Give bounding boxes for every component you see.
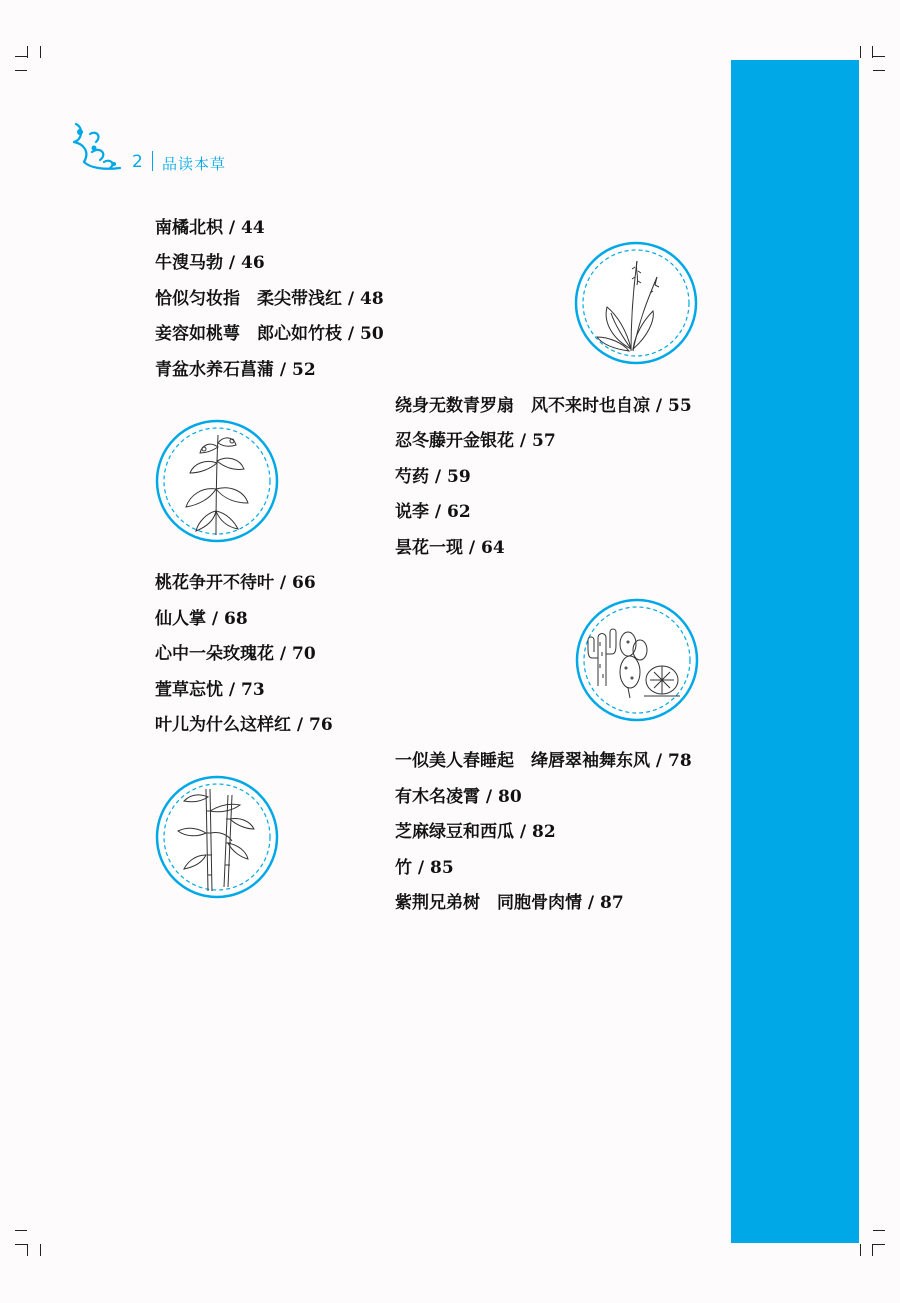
toc-entry-page: 73 — [241, 680, 265, 700]
toc-entry-page: 76 — [309, 715, 333, 735]
toc-entry[interactable]: 心中一朵玫瑰花 / 70 — [155, 644, 316, 664]
toc-entry[interactable]: 竹 / 85 — [395, 858, 454, 878]
toc-entry-title: 有木名凌霄 — [395, 787, 480, 807]
toc-entry[interactable]: 妾容如桃萼 郎心如竹枝 / 50 — [155, 324, 384, 344]
toc-entry-page: 82 — [532, 822, 556, 842]
book-title: 品读本草 — [162, 155, 227, 173]
toc-entry[interactable]: 牛溲马勃 / 46 — [155, 253, 265, 273]
toc-entry-page: 78 — [668, 751, 692, 771]
toc-entry[interactable]: 桃花争开不待叶 / 66 — [155, 573, 316, 593]
header-divider — [152, 151, 153, 171]
toc-entry[interactable]: 一似美人春睡起 绛唇翠袖舞东风 / 78 — [395, 751, 692, 771]
toc-entry[interactable]: 叶儿为什么这样红 / 76 — [155, 715, 333, 735]
crop-mark — [15, 56, 27, 57]
toc-entry-page: 68 — [224, 609, 248, 629]
crop-mark — [15, 1230, 27, 1231]
crop-mark — [872, 46, 873, 58]
toc-entry-page: 62 — [447, 502, 471, 522]
side-color-bar — [731, 60, 859, 1243]
toc-entry-page: 46 — [241, 253, 265, 273]
floral-ornament-icon — [70, 118, 130, 174]
toc-entry-page: 48 — [360, 289, 384, 309]
toc-entry-title: 说李 — [395, 502, 429, 522]
flower-icon — [154, 419, 280, 543]
crop-mark — [15, 70, 27, 71]
toc-entry-title: 恰似匀妆指 柔尖带浅红 — [155, 289, 342, 309]
crop-mark — [873, 1230, 885, 1231]
toc-entry[interactable]: 青盆水养石菖蒲 / 52 — [155, 360, 316, 380]
toc-entry-title: 紫荆兄弟树 同胞骨肉情 — [395, 893, 582, 913]
toc-entry[interactable]: 芍药 / 59 — [395, 467, 471, 487]
toc-entry-title: 叶儿为什么这样红 — [155, 715, 291, 735]
crop-mark — [873, 1244, 885, 1245]
toc-entry-page: 52 — [292, 360, 316, 380]
plantain-icon — [573, 241, 699, 365]
toc-entry[interactable]: 恰似匀妆指 柔尖带浅红 / 48 — [155, 289, 384, 309]
bamboo-icon — [154, 775, 280, 899]
toc-entry-title: 南橘北枳 — [155, 218, 223, 238]
toc-entry-page: 64 — [481, 538, 505, 558]
toc-entry[interactable]: 南橘北枳 / 44 — [155, 218, 265, 238]
toc-entry-title: 仙人掌 — [155, 609, 206, 629]
toc-entry-title: 忍冬藤开金银花 — [395, 431, 514, 451]
toc-entry[interactable]: 说李 / 62 — [395, 502, 471, 522]
toc-entry-title: 芝麻绿豆和西瓜 — [395, 822, 514, 842]
crop-mark — [860, 46, 861, 58]
toc-entry[interactable]: 仙人掌 / 68 — [155, 609, 248, 629]
toc-entry-page: 55 — [668, 396, 692, 416]
toc-entry-title: 牛溲马勃 — [155, 253, 223, 273]
toc-entry-title: 竹 — [395, 858, 412, 878]
toc-entry[interactable]: 萱草忘忧 / 73 — [155, 680, 265, 700]
crop-mark — [40, 1244, 41, 1256]
crop-mark — [27, 46, 28, 58]
toc-entry[interactable]: 忍冬藤开金银花 / 57 — [395, 431, 556, 451]
toc-entry[interactable]: 芝麻绿豆和西瓜 / 82 — [395, 822, 556, 842]
toc-entry-page: 44 — [241, 218, 265, 238]
toc-entry-page: 50 — [360, 324, 384, 344]
toc-entry-title: 昙花一现 — [395, 538, 463, 558]
crop-mark — [873, 70, 885, 71]
toc-entry-title: 桃花争开不待叶 — [155, 573, 274, 593]
toc-entry-page: 87 — [600, 893, 624, 913]
toc-entry-title: 妾容如桃萼 郎心如竹枝 — [155, 324, 342, 344]
crop-mark — [27, 1244, 28, 1256]
toc-entry-page: 59 — [447, 467, 471, 487]
toc-entry[interactable]: 紫荆兄弟树 同胞骨肉情 / 87 — [395, 893, 624, 913]
toc-entry-title: 心中一朵玫瑰花 — [155, 644, 274, 664]
crop-mark — [872, 1244, 873, 1256]
toc-entry-page: 70 — [292, 644, 316, 664]
page-number: 2 — [132, 152, 143, 172]
toc-entry-title: 一似美人春睡起 绛唇翠袖舞东风 — [395, 751, 650, 771]
toc-entry-page: 85 — [430, 858, 454, 878]
toc-entry-page: 57 — [532, 431, 556, 451]
crop-mark — [873, 56, 885, 57]
toc-entry-page: 80 — [498, 787, 522, 807]
crop-mark — [40, 46, 41, 58]
toc-entry[interactable]: 有木名凌霄 / 80 — [395, 787, 522, 807]
toc-entry[interactable]: 昙花一现 / 64 — [395, 538, 505, 558]
toc-entry-page: 66 — [292, 573, 316, 593]
cactus-icon — [574, 598, 700, 722]
toc-entry-title: 青盆水养石菖蒲 — [155, 360, 274, 380]
running-header — [70, 118, 330, 178]
toc-entry[interactable]: 绕身无数青罗扇 风不来时也自凉 / 55 — [395, 396, 692, 416]
crop-mark — [860, 1244, 861, 1256]
toc-entry-title: 绕身无数青罗扇 风不来时也自凉 — [395, 396, 650, 416]
toc-entry-title: 萱草忘忧 — [155, 680, 223, 700]
toc-entry-title: 芍药 — [395, 467, 429, 487]
crop-mark — [15, 1244, 27, 1245]
